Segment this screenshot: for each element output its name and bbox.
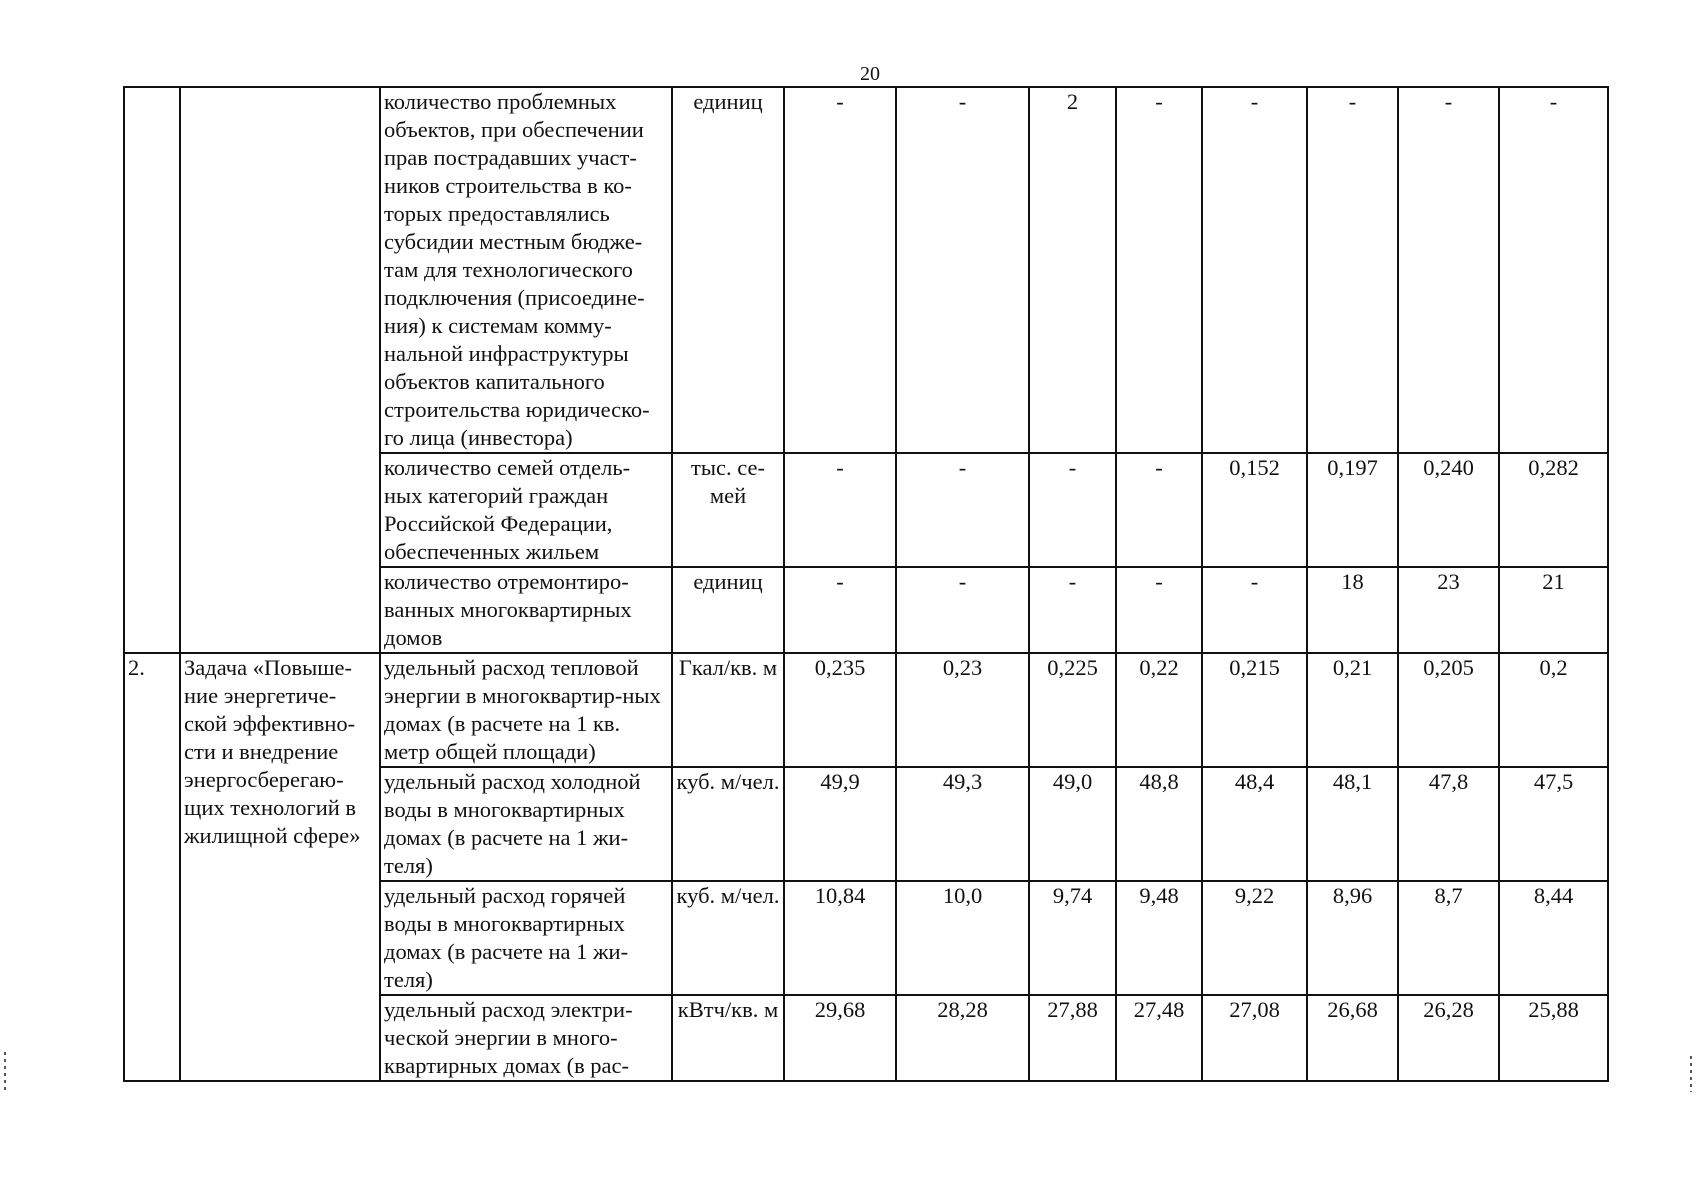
value-cell: 21: [1499, 567, 1608, 653]
value-cell: 2: [1029, 87, 1116, 453]
value-cell: 49,0: [1029, 767, 1116, 881]
value-cell: 8,7: [1398, 881, 1499, 995]
value-cell: -: [1029, 453, 1116, 567]
value-cell: 0,235: [784, 653, 896, 767]
value-cell: -: [1202, 567, 1307, 653]
value-cell: 9,74: [1029, 881, 1116, 995]
unit-cell: Гкал/кв. м: [672, 653, 784, 767]
indicator-cell: количество семей отдель-ных категорий граждан Российской Федерации, обеспеченных жильем: [380, 453, 672, 567]
value-cell: 0,282: [1499, 453, 1608, 567]
unit-cell: единиц: [672, 87, 784, 453]
value-cell: -: [784, 453, 896, 567]
scan-edge-mark-right: [1690, 1056, 1692, 1092]
value-cell: 47,8: [1398, 767, 1499, 881]
value-cell: -: [1202, 87, 1307, 453]
value-cell: 0,152: [1202, 453, 1307, 567]
value-cell: 9,22: [1202, 881, 1307, 995]
value-cell: -: [784, 567, 896, 653]
value-cell: 49,9: [784, 767, 896, 881]
unit-cell: тыс. се-мей: [672, 453, 784, 567]
value-cell: 27,48: [1116, 995, 1202, 1081]
table-row: [124, 653, 1608, 767]
value-cell: 0,215: [1202, 653, 1307, 767]
value-cell: 0,21: [1307, 653, 1398, 767]
unit-cell: куб. м/чел.: [672, 767, 784, 881]
page-number: 20: [860, 63, 880, 85]
task-cell: [180, 87, 380, 653]
value-cell: 0,197: [1307, 453, 1398, 567]
value-cell: 27,08: [1202, 995, 1307, 1081]
value-cell: 26,28: [1398, 995, 1499, 1081]
value-cell: 0,22: [1116, 653, 1202, 767]
value-cell: 25,88: [1499, 995, 1608, 1081]
value-cell: 0,240: [1398, 453, 1499, 567]
unit-cell: единиц: [672, 567, 784, 653]
value-cell: 0,23: [896, 653, 1029, 767]
indicator-cell: удельный расход горячей воды в многоквартирных домах (в расчете на 1 жи-теля): [380, 881, 672, 995]
indicator-cell: удельный расход холодной воды в многоквартирных домах (в расчете на 1 жи-теля): [380, 767, 672, 881]
indicators-table: [123, 86, 1609, 1082]
value-cell: 48,1: [1307, 767, 1398, 881]
value-cell: 8,44: [1499, 881, 1608, 995]
indicator-cell: количество проблемных объектов, при обеспечении прав пострадавших участ-ников строительства в ко-торых предоставлялись субсидии местным бюдже-там для технологического подключения (присоедине-ния) к системам комму-нальной инфраструктуры объектов капитального строительства юридическо-го лица (инвестора): [380, 87, 672, 453]
indicator-cell: удельный расход тепловой энергии в многоквартир-ных домах (в расчете на 1 кв. метр общей площади): [380, 653, 672, 767]
unit-cell: кВтч/кв. м: [672, 995, 784, 1081]
scan-edge-mark-left: [4, 1052, 6, 1092]
value-cell: 23: [1398, 567, 1499, 653]
value-cell: 10,0: [896, 881, 1029, 995]
row-number-cell: 2.: [124, 653, 180, 1081]
indicator-cell: количество отремонтиро-ванных многоквартирных домов: [380, 567, 672, 653]
value-cell: 48,4: [1202, 767, 1307, 881]
unit-cell: куб. м/чел.: [672, 881, 784, 995]
value-cell: -: [1307, 87, 1398, 453]
value-cell: 27,88: [1029, 995, 1116, 1081]
value-cell: -: [1116, 567, 1202, 653]
value-cell: -: [784, 87, 896, 453]
value-cell: -: [1116, 453, 1202, 567]
value-cell: 48,8: [1116, 767, 1202, 881]
row-number-cell: [124, 87, 180, 653]
value-cell: 28,28: [896, 995, 1029, 1081]
value-cell: -: [896, 567, 1029, 653]
value-cell: 0,225: [1029, 653, 1116, 767]
value-cell: -: [896, 87, 1029, 453]
value-cell: -: [896, 453, 1029, 567]
indicator-cell: удельный расход электри-ческой энергии в много-квартирных домах (в рас-: [380, 995, 672, 1081]
value-cell: 29,68: [784, 995, 896, 1081]
value-cell: -: [1116, 87, 1202, 453]
value-cell: -: [1499, 87, 1608, 453]
value-cell: 10,84: [784, 881, 896, 995]
value-cell: 26,68: [1307, 995, 1398, 1081]
table-row: [124, 87, 1608, 453]
task-cell: Задача «Повыше-ние энергетиче-ской эффективно-сти и внедрение энергосберегаю-щих технологий в жилищной сфере»: [180, 653, 380, 1081]
value-cell: 47,5: [1499, 767, 1608, 881]
value-cell: 18: [1307, 567, 1398, 653]
value-cell: 0,205: [1398, 653, 1499, 767]
value-cell: 0,2: [1499, 653, 1608, 767]
value-cell: -: [1029, 567, 1116, 653]
value-cell: 8,96: [1307, 881, 1398, 995]
value-cell: 9,48: [1116, 881, 1202, 995]
value-cell: -: [1398, 87, 1499, 453]
value-cell: 49,3: [896, 767, 1029, 881]
